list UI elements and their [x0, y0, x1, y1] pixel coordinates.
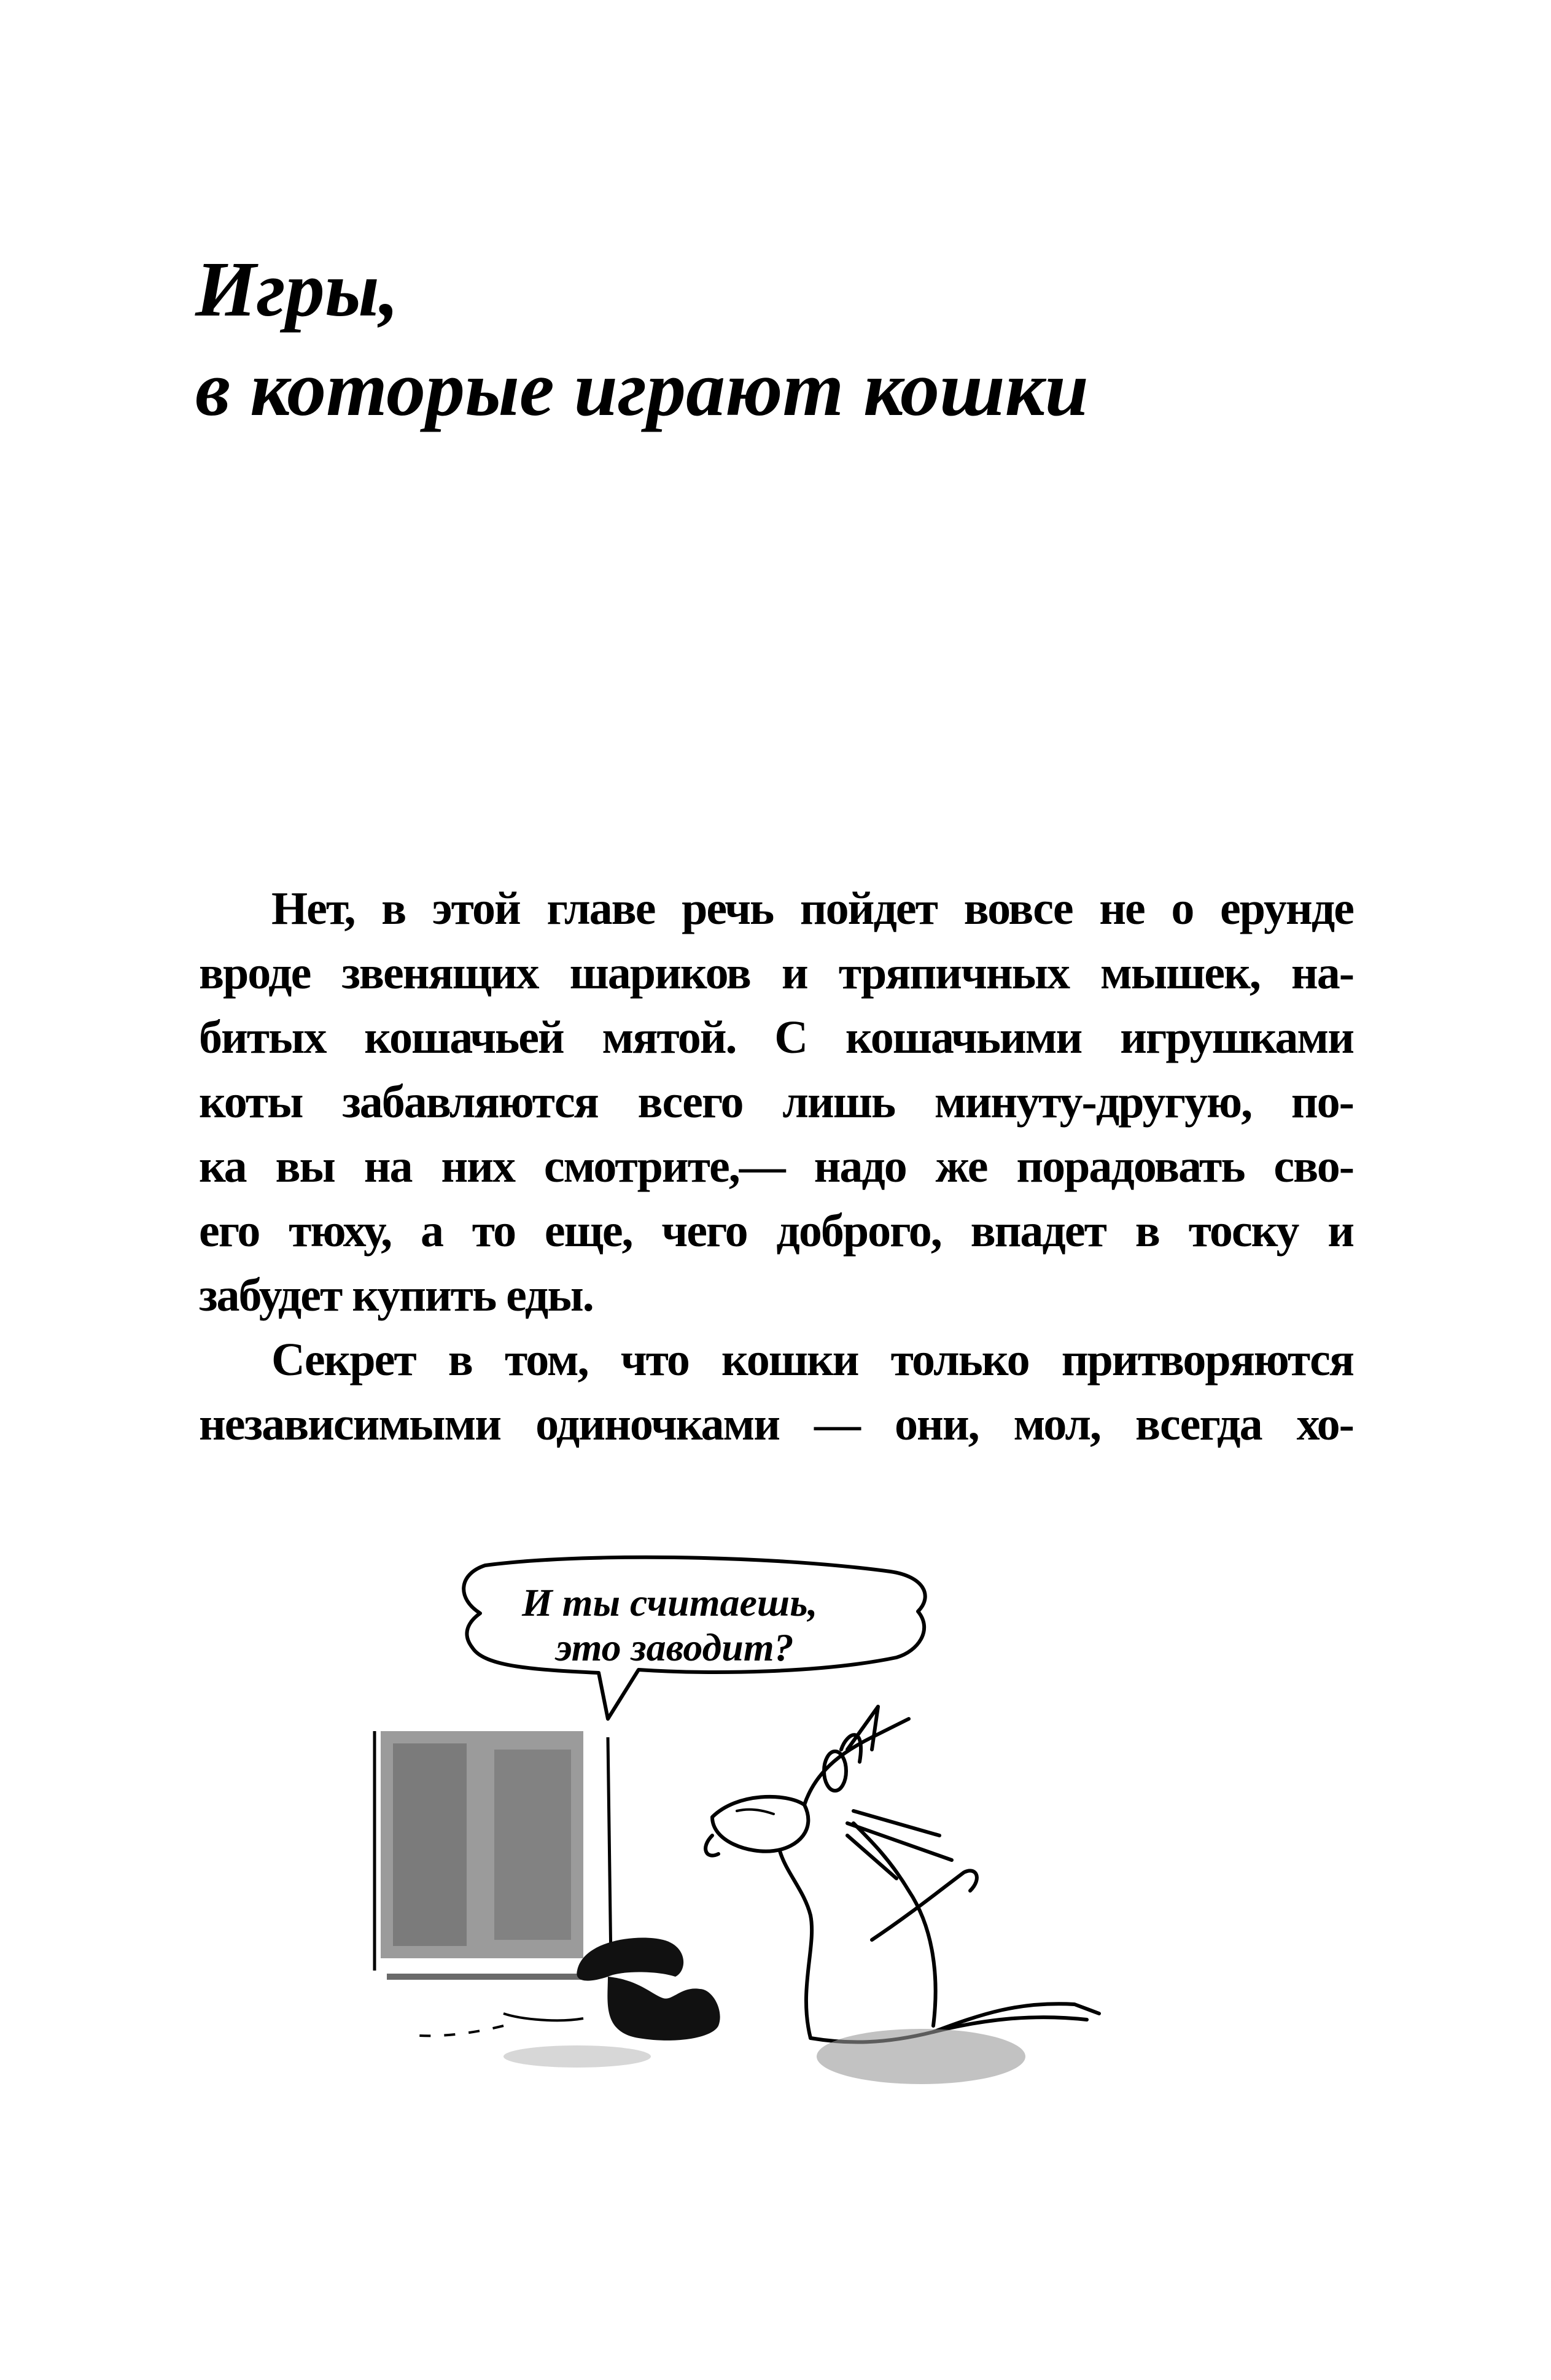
chapter-title-line-1: Игры, [195, 246, 399, 333]
text-line: Секрет в том, что кошки только притворяются [271, 1334, 1353, 1386]
cat-shadow [817, 2029, 1025, 2084]
tv-box-drawing [375, 1731, 611, 1977]
cat-cartoon-illustration [319, 1547, 1277, 2161]
chapter-title [195, 239, 1362, 438]
paragraph-2 [199, 1328, 1353, 1457]
text-line: независимыми одиночками — они, мол, всегда хо- [199, 1398, 1353, 1450]
paragraph-1 [199, 877, 1353, 1328]
body-text [199, 877, 1353, 1457]
text-line: забудет купить еды. [199, 1269, 593, 1321]
text-line: вроде звенящих шариков и тряпичных мышек, на- [199, 947, 1353, 999]
text-line: коты забавляются всего лишь минуту-другую, по- [199, 1076, 1353, 1128]
speech-line-1: И ты считаешь, [522, 1581, 818, 1624]
cat-drawing [706, 1707, 1099, 2042]
speech-line-2: это заводит? [556, 1626, 794, 1669]
text-line: ка вы на них смотрите,— надо же порадовать сво- [199, 1141, 1353, 1192]
chapter-title-line-2: в которые играют кошки [195, 345, 1089, 432]
text-line: битых кошачьей мятой. С кошачьими игрушками [199, 1012, 1353, 1063]
text-line: его тюху, а то еще, чего доброго, впадет в тоску и [199, 1205, 1353, 1257]
phone-shadow [503, 2045, 651, 2068]
text-line: Нет, в этой главе речь пойдет вовсе не о ерунде [271, 883, 1353, 934]
